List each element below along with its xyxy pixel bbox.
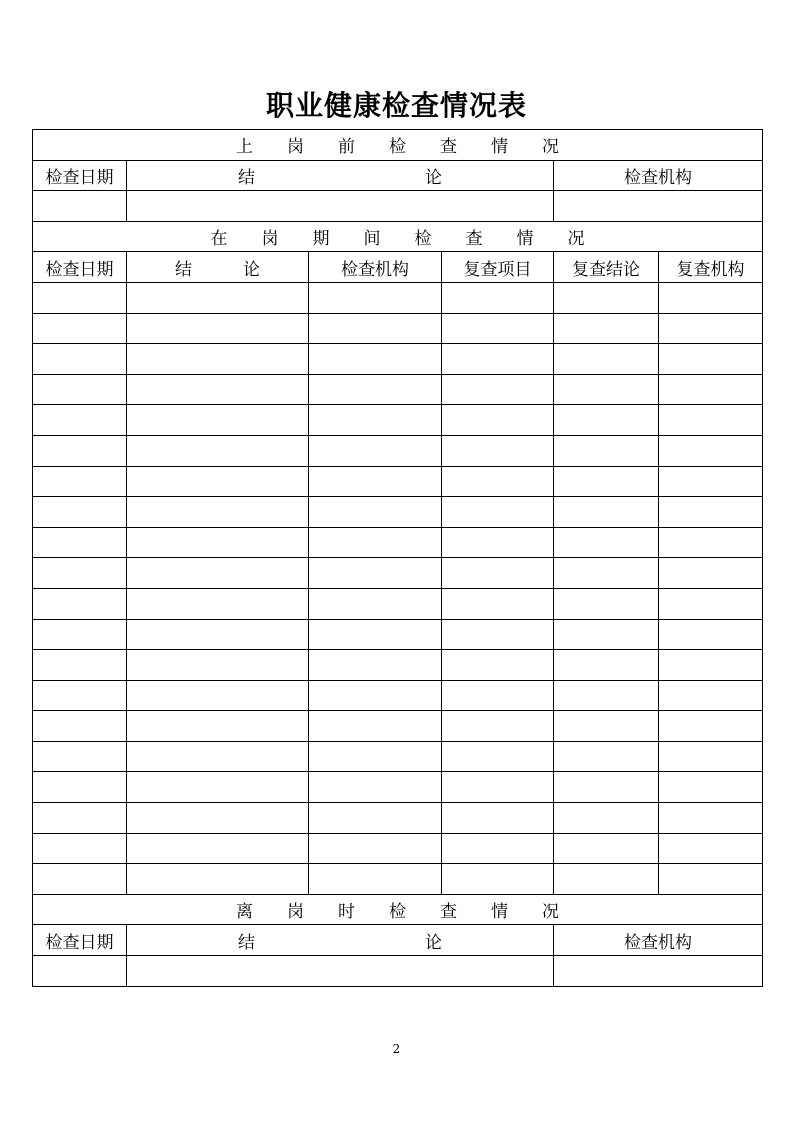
post-job-section-title: 离 岗 时 检 查 情 况 [33,894,763,925]
on-job-recheck-conclusion-cell[interactable] [554,650,659,681]
on-job-recheck-conclusion-cell[interactable] [554,864,659,895]
on-job-agency-cell[interactable] [309,435,442,466]
on-job-agency-cell[interactable] [309,497,442,528]
on-job-entry-row [33,405,763,436]
on-job-conclusion-cell[interactable] [127,588,309,619]
on-job-recheck-items-cell[interactable] [442,588,554,619]
pre-job-agency-header: 检查机构 [554,160,763,191]
on-job-recheck-conclusion-cell[interactable] [554,680,659,711]
on-job-recheck-agency-cell[interactable] [659,558,763,589]
on-job-entry-row [33,650,763,681]
post-job-header-row [33,925,763,956]
on-job-date-cell[interactable] [33,741,127,772]
on-job-recheck-conclusion-cell[interactable] [554,466,659,497]
on-job-conclusion-cell[interactable] [127,558,309,589]
on-job-agency-cell[interactable] [309,313,442,344]
on-job-date-cell[interactable] [33,374,127,405]
pre-job-agency-cell[interactable] [554,191,763,222]
on-job-entry-row [33,497,763,528]
on-job-date-header: 检查日期 [33,252,127,283]
on-job-entry-row [33,772,763,803]
on-job-recheck-conclusion-cell[interactable] [554,313,659,344]
on-job-recheck-agency-cell[interactable] [659,833,763,864]
on-job-recheck-items-cell[interactable] [442,466,554,497]
on-job-conclusion-cell[interactable] [127,405,309,436]
on-job-date-cell[interactable] [33,497,127,528]
on-job-conclusion-cell[interactable] [127,711,309,742]
on-job-recheck-conclusion-cell[interactable] [554,803,659,834]
on-job-recheck-conclusion-cell[interactable] [554,741,659,772]
on-job-recheck-items-cell[interactable] [442,864,554,895]
on-job-agency-cell[interactable] [309,374,442,405]
post-job-date-header: 检查日期 [33,925,127,956]
on-job-recheck-conclusion-cell[interactable] [554,833,659,864]
on-job-entry-row [33,527,763,558]
on-job-recheck-conclusion-cell[interactable] [554,527,659,558]
on-job-recheck-agency-cell[interactable] [659,497,763,528]
on-job-conclusion-cell[interactable] [127,374,309,405]
post-job-date-cell[interactable] [33,956,127,987]
on-job-entry-row [33,558,763,589]
on-job-agency-cell[interactable] [309,282,442,313]
on-job-date-cell[interactable] [33,650,127,681]
on-job-entry-row [33,680,763,711]
on-job-agency-cell[interactable] [309,558,442,589]
post-job-entry-row [33,956,763,987]
on-job-recheck-items-cell[interactable] [442,803,554,834]
on-job-recheck-agency-cell[interactable] [659,466,763,497]
on-job-date-cell[interactable] [33,313,127,344]
on-job-date-cell[interactable] [33,803,127,834]
on-job-entry-row [33,619,763,650]
pre-job-section-row [33,130,763,161]
on-job-recheck-items-cell[interactable] [442,344,554,375]
on-job-recheck-items-cell[interactable] [442,619,554,650]
on-job-entry-row [33,588,763,619]
on-job-recheck-items-cell[interactable] [442,282,554,313]
post-job-agency-cell[interactable] [554,956,763,987]
form-title: 职业健康检查情况表 [265,89,527,122]
on-job-date-cell[interactable] [33,864,127,895]
on-job-date-cell[interactable] [33,435,127,466]
on-job-agency-cell[interactable] [309,619,442,650]
on-job-agency-cell[interactable] [309,711,442,742]
on-job-recheck-items-cell[interactable] [442,711,554,742]
on-job-agency-cell[interactable] [309,527,442,558]
on-job-recheck-agency-cell[interactable] [659,282,763,313]
on-job-agency-cell[interactable] [309,864,442,895]
on-job-agency-header: 检查机构 [309,252,442,283]
on-job-conclusion-cell[interactable] [127,435,309,466]
on-job-recheck-items-cell[interactable] [442,435,554,466]
on-job-entry-row [33,344,763,375]
on-job-entry-row [33,313,763,344]
on-job-recheck-items-cell[interactable] [442,833,554,864]
on-job-recheck-agency-cell[interactable] [659,405,763,436]
on-job-recheck-agency-cell[interactable] [659,803,763,834]
on-job-recheck-agency-cell[interactable] [659,711,763,742]
pre-job-section-title: 上 岗 前 检 查 情 况 [33,130,763,161]
on-job-entry-row [33,466,763,497]
on-job-conclusion-cell[interactable] [127,650,309,681]
on-job-conclusion-cell[interactable] [127,497,309,528]
on-job-conclusion-cell[interactable] [127,864,309,895]
on-job-recheck-agency-cell[interactable] [659,680,763,711]
on-job-recheck-items-cell[interactable] [442,497,554,528]
on-job-date-cell[interactable] [33,466,127,497]
on-job-conclusion-cell[interactable] [127,527,309,558]
on-job-agency-cell[interactable] [309,803,442,834]
on-job-date-cell[interactable] [33,527,127,558]
on-job-date-cell[interactable] [33,833,127,864]
on-job-recheck-conclusion-cell[interactable] [554,435,659,466]
page-number: 2 [392,1042,401,1056]
on-job-date-cell[interactable] [33,405,127,436]
on-job-recheck-agency-cell[interactable] [659,772,763,803]
on-job-recheck-agency-cell[interactable] [659,374,763,405]
on-job-date-cell[interactable] [33,772,127,803]
on-job-recheck-conclusion-cell[interactable] [554,772,659,803]
on-job-recheck-items-cell[interactable] [442,374,554,405]
on-job-recheck-items-cell[interactable] [442,680,554,711]
on-job-agency-cell[interactable] [309,650,442,681]
on-job-entry-row [33,803,763,834]
on-job-recheck-agency-cell[interactable] [659,588,763,619]
post-job-conclusion-cell[interactable] [127,956,554,987]
pre-job-conclusion-header: 结 论 [127,160,554,191]
on-job-conclusion-cell[interactable] [127,833,309,864]
on-job-recheck-items-cell[interactable] [442,313,554,344]
on-job-agency-cell[interactable] [309,344,442,375]
on-job-recheck-conclusion-cell[interactable] [554,374,659,405]
health-check-table [32,129,763,987]
on-job-recheck-agency-header: 复查机构 [659,252,763,283]
on-job-recheck-agency-cell[interactable] [659,344,763,375]
on-job-recheck-items-cell[interactable] [442,772,554,803]
on-job-recheck-agency-cell[interactable] [659,313,763,344]
on-job-entry-row [33,833,763,864]
on-job-agency-cell[interactable] [309,833,442,864]
on-job-recheck-conclusion-cell[interactable] [554,588,659,619]
on-job-entry-row [33,374,763,405]
on-job-date-cell[interactable] [33,344,127,375]
on-job-recheck-agency-cell[interactable] [659,435,763,466]
on-job-date-cell[interactable] [33,588,127,619]
on-job-conclusion-cell[interactable] [127,619,309,650]
pre-job-date-cell[interactable] [33,191,127,222]
on-job-agency-cell[interactable] [309,741,442,772]
on-job-section-title: 在 岗 期 间 检 查 情 况 [33,221,763,252]
on-job-recheck-items-header: 复查项目 [442,252,554,283]
on-job-recheck-conclusion-cell[interactable] [554,344,659,375]
on-job-recheck-agency-cell[interactable] [659,527,763,558]
on-job-recheck-conclusion-cell[interactable] [554,558,659,589]
on-job-entry-row [33,282,763,313]
on-job-recheck-conclusion-header: 复查结论 [554,252,659,283]
on-job-agency-cell[interactable] [309,772,442,803]
on-job-entry-row [33,711,763,742]
on-job-recheck-items-cell[interactable] [442,527,554,558]
on-job-conclusion-cell[interactable] [127,313,309,344]
on-job-conclusion-cell[interactable] [127,466,309,497]
pre-job-date-header: 检查日期 [33,160,127,191]
pre-job-conclusion-cell[interactable] [127,191,554,222]
on-job-recheck-conclusion-cell[interactable] [554,497,659,528]
on-job-recheck-items-cell[interactable] [442,558,554,589]
on-job-recheck-conclusion-cell[interactable] [554,282,659,313]
pre-job-entry-row [33,191,763,222]
on-job-recheck-items-cell[interactable] [442,405,554,436]
on-job-entry-row [33,864,763,895]
on-job-date-cell[interactable] [33,282,127,313]
on-job-recheck-agency-cell[interactable] [659,619,763,650]
pre-job-header-row [33,160,763,191]
post-job-conclusion-header: 结 论 [127,925,554,956]
on-job-section-row [33,221,763,252]
on-job-recheck-conclusion-cell[interactable] [554,711,659,742]
on-job-conclusion-cell[interactable] [127,344,309,375]
on-job-conclusion-cell[interactable] [127,680,309,711]
on-job-entry-row [33,741,763,772]
on-job-agency-cell[interactable] [309,405,442,436]
on-job-recheck-agency-cell[interactable] [659,864,763,895]
on-job-date-cell[interactable] [33,558,127,589]
on-job-recheck-conclusion-cell[interactable] [554,405,659,436]
post-job-agency-header: 检查机构 [554,925,763,956]
on-job-date-cell[interactable] [33,619,127,650]
on-job-header-row [33,252,763,283]
on-job-entry-row [33,435,763,466]
on-job-recheck-conclusion-cell[interactable] [554,619,659,650]
on-job-conclusion-cell[interactable] [127,803,309,834]
post-job-section-row [33,894,763,925]
on-job-agency-cell[interactable] [309,588,442,619]
on-job-agency-cell[interactable] [309,466,442,497]
on-job-conclusion-cell[interactable] [127,741,309,772]
on-job-recheck-items-cell[interactable] [442,741,554,772]
on-job-recheck-agency-cell[interactable] [659,741,763,772]
on-job-conclusion-cell[interactable] [127,282,309,313]
on-job-conclusion-cell[interactable] [127,772,309,803]
on-job-recheck-agency-cell[interactable] [659,650,763,681]
on-job-date-cell[interactable] [33,711,127,742]
on-job-recheck-items-cell[interactable] [442,650,554,681]
on-job-date-cell[interactable] [33,680,127,711]
on-job-agency-cell[interactable] [309,680,442,711]
on-job-conclusion-header: 结 论 [127,252,309,283]
